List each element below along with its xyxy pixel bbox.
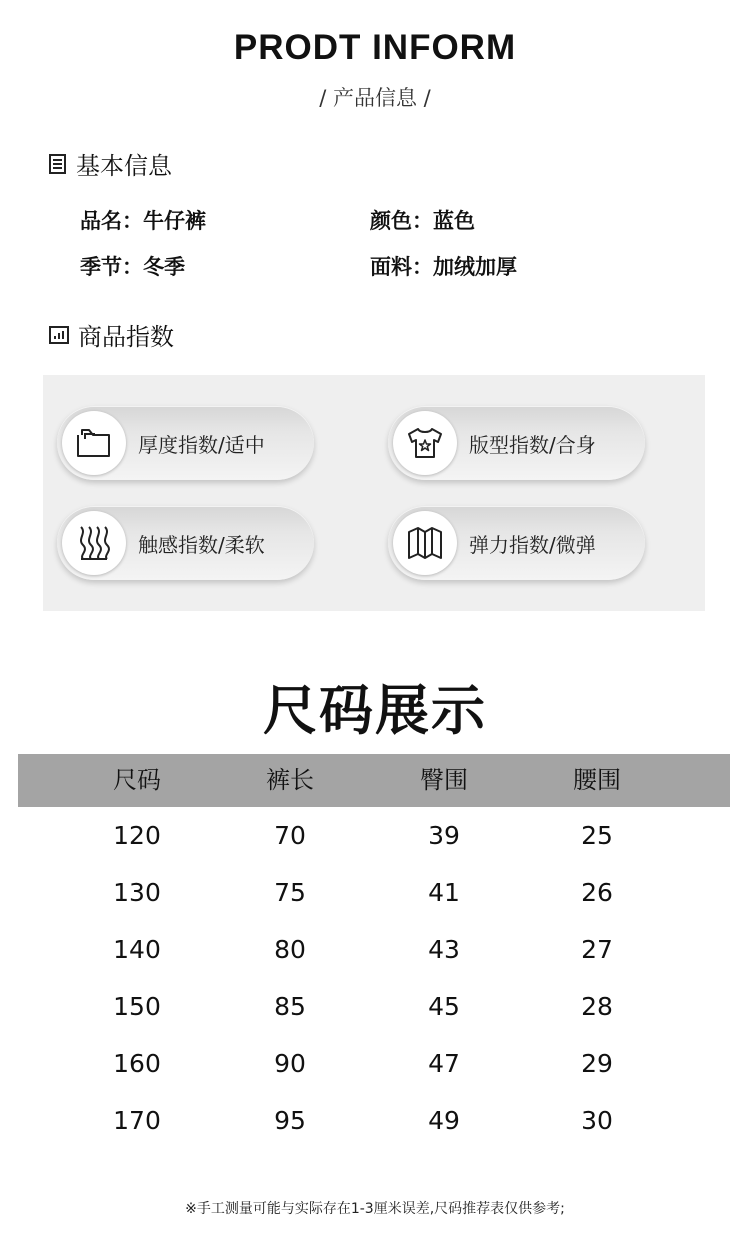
table-cell: 28 xyxy=(581,992,613,1021)
touch-index-label: 触感指数/柔软 xyxy=(138,532,265,557)
header-length: 裤长 xyxy=(266,766,314,794)
table-cell: 41 xyxy=(428,878,460,907)
map-fold-icon xyxy=(393,511,457,575)
tshirt-icon xyxy=(393,411,457,475)
table-cell: 140 xyxy=(113,935,161,964)
header-waist: 腰围 xyxy=(573,766,621,794)
bar-chart-icon xyxy=(48,324,70,346)
page-title: PRODT INFORM xyxy=(233,28,517,67)
document-icon xyxy=(48,153,68,175)
product-index-heading xyxy=(48,317,174,352)
fit-index-pill xyxy=(388,406,645,480)
info-product-name: 品名：牛仔裤 xyxy=(80,209,206,233)
folder-icon xyxy=(62,411,126,475)
index-panel xyxy=(43,375,705,611)
info-color: 颜色：蓝色 xyxy=(370,209,475,233)
size-table-header xyxy=(18,754,730,807)
table-cell: 85 xyxy=(274,992,306,1021)
header-size: 尺码 xyxy=(113,766,161,794)
size-display-title: 尺码展示 xyxy=(263,679,487,742)
table-cell: 160 xyxy=(113,1049,161,1078)
table-cell: 45 xyxy=(428,992,460,1021)
header-hip: 臀围 xyxy=(420,766,468,794)
info-season: 季节：冬季 xyxy=(80,255,185,279)
size-table-body xyxy=(18,818,730,1158)
table-cell: 120 xyxy=(113,821,161,850)
table-cell: 80 xyxy=(274,935,306,964)
fit-index-label: 版型指数/合身 xyxy=(469,432,596,457)
table-cell: 25 xyxy=(581,821,613,850)
table-cell: 75 xyxy=(274,878,306,907)
table-cell: 130 xyxy=(113,878,161,907)
page-subtitle: / 产品信息 / xyxy=(319,86,431,110)
elasticity-index-pill xyxy=(388,506,645,580)
table-cell: 90 xyxy=(274,1049,306,1078)
product-index-heading-text: 商品指数 xyxy=(78,323,174,351)
thickness-index-pill xyxy=(57,406,314,480)
table-cell: 70 xyxy=(274,821,306,850)
info-fabric: 面料：加绒加厚 xyxy=(370,255,517,279)
table-cell: 30 xyxy=(581,1106,613,1135)
table-cell: 150 xyxy=(113,992,161,1021)
table-cell: 95 xyxy=(274,1106,306,1135)
table-cell: 49 xyxy=(428,1106,460,1135)
table-cell: 39 xyxy=(428,821,460,850)
table-cell: 43 xyxy=(428,935,460,964)
table-cell: 29 xyxy=(581,1049,613,1078)
touch-index-pill xyxy=(57,506,314,580)
thickness-index-label: 厚度指数/适中 xyxy=(138,432,265,457)
table-cell: 47 xyxy=(428,1049,460,1078)
footnote: ※手工测量可能与实际存在1-3厘米误差,尺码推荐表仅供参考; xyxy=(185,1201,565,1217)
table-cell: 170 xyxy=(113,1106,161,1135)
basic-info-heading-text: 基本信息 xyxy=(76,152,172,180)
wave-fabric-icon xyxy=(62,511,126,575)
basic-info-heading xyxy=(48,146,172,181)
elasticity-index-label: 弹力指数/微弹 xyxy=(469,532,596,557)
table-cell: 27 xyxy=(581,935,613,964)
table-cell: 26 xyxy=(581,878,613,907)
